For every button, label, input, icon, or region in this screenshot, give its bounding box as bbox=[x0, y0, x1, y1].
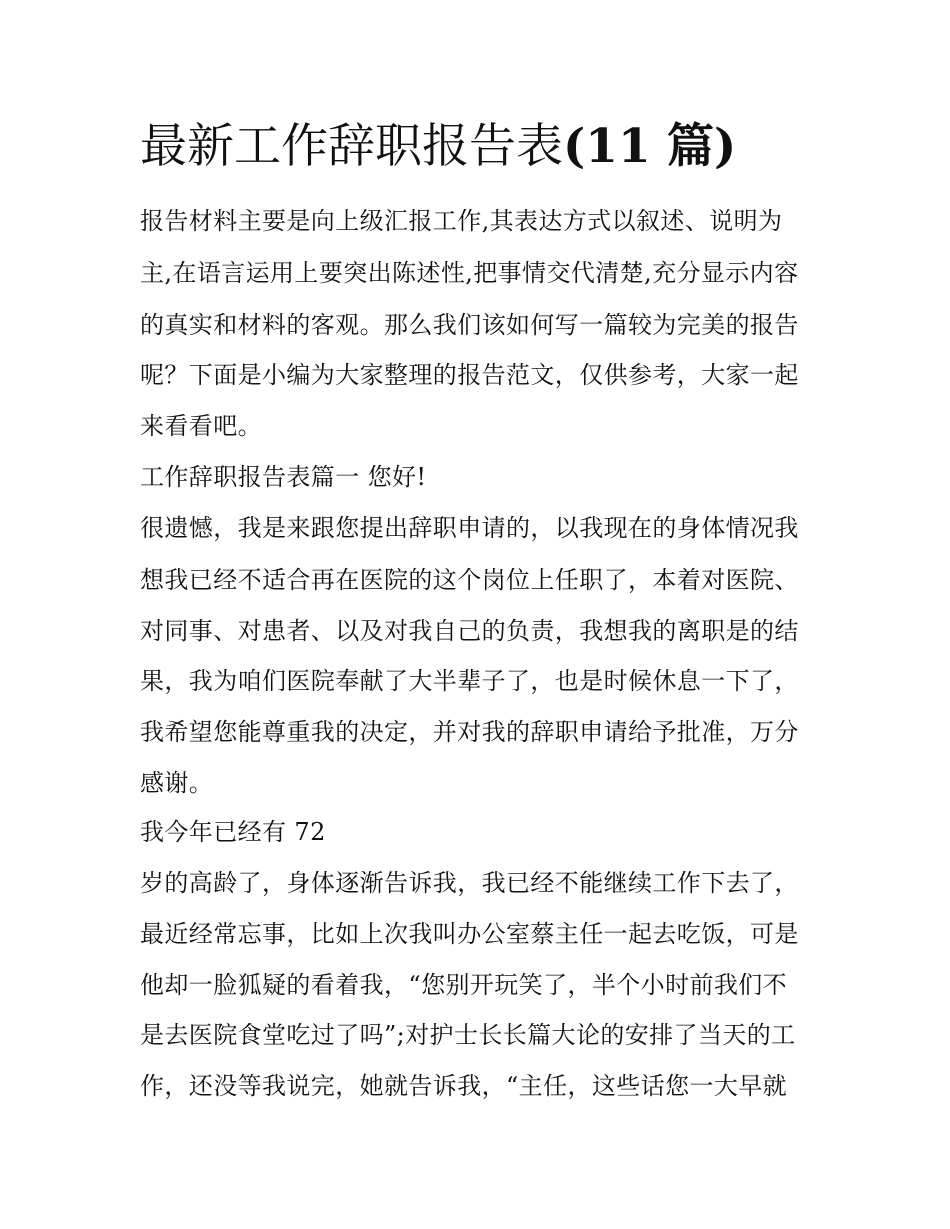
document-title bbox=[140, 114, 820, 180]
body-line: 果，我为咱们医院奉献了大半辈子了，也是时候休息一下了， bbox=[140, 667, 799, 695]
body-line: 主,在语言运用上要突出陈述性,把事情交代清楚,充分显示内容 bbox=[140, 259, 799, 287]
body-line: 我今年已经有 72 bbox=[140, 818, 326, 846]
body-line: 最近经常忘事，比如上次我叫办公室蔡主任一起去吃饭，可是 bbox=[140, 920, 799, 948]
title-main: 最新工作辞职报告表 bbox=[140, 119, 563, 174]
body-line: 他却一脸狐疑的看着我，“您别开玩笑了，半个小时前我们不 bbox=[140, 971, 788, 999]
body-line: 作，还没等我说完，她就告诉我，“主任，这些话您一大早就 bbox=[140, 1072, 788, 1100]
body-line: 的真实和材料的客观。那么我们该如何写一篇较为完美的报告 bbox=[140, 311, 799, 339]
body-line: 报告材料主要是向上级汇报工作,其表达方式以叙述、说明为 bbox=[140, 207, 783, 235]
body-line: 来看看吧。 bbox=[140, 412, 262, 440]
title-count: (11 篇) bbox=[563, 119, 737, 174]
body-line: 想我已经不适合再在医院的这个岗位上任职了，本着对医院、 bbox=[140, 566, 799, 594]
body-line: 呢？下面是小编为大家整理的报告范文，仅供参考，大家一起 bbox=[140, 361, 799, 389]
body-line: 我希望您能尊重我的决定，并对我的辞职申请给予批准，万分 bbox=[140, 718, 799, 746]
body-line: 岁的高龄了，身体逐渐告诉我，我已经不能继续工作下去了， bbox=[140, 869, 799, 897]
body-line: 对同事、对患者、以及对我自己的负责，我想我的离职是的结 bbox=[140, 617, 799, 645]
body-line: 感谢。 bbox=[140, 769, 214, 797]
section-heading: 工作辞职报告表篇一 您好! bbox=[140, 463, 427, 491]
body-line: 是去医院食堂吃过了吗”;对护士长长篇大论的安排了当天的工 bbox=[140, 1021, 796, 1049]
body-line: 很遗憾，我是来跟您提出辞职申请的，以我现在的身体情况我 bbox=[140, 514, 799, 542]
